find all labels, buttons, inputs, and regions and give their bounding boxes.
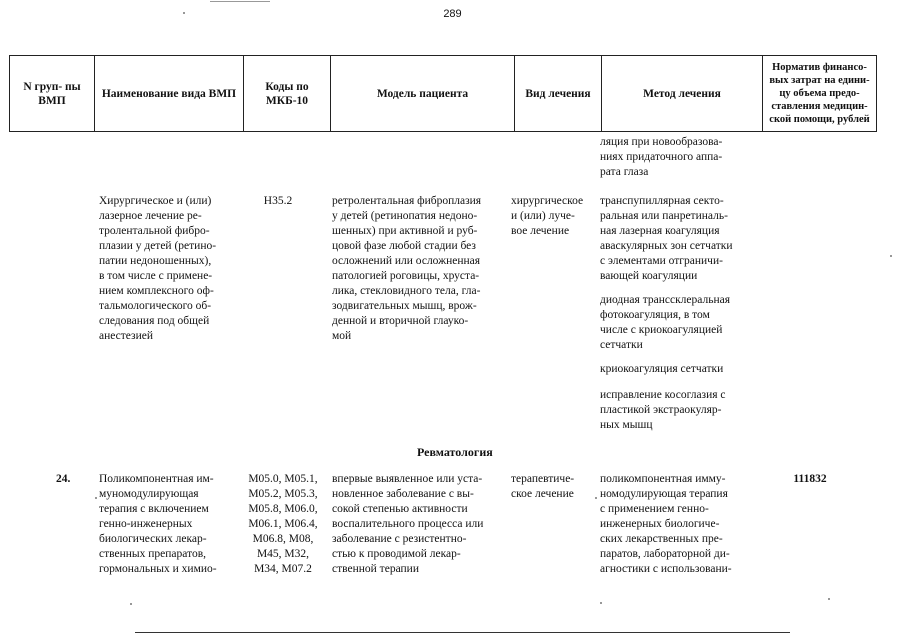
scan-speck bbox=[95, 497, 97, 499]
rop-method-2: диодная транссклеральная фотокоагуляция, в том числе с криокоагуляцией сетчатки bbox=[600, 294, 730, 351]
header-patient-model: Модель пациента bbox=[376, 87, 469, 100]
row-24-patient-model: впервые выявленное или уста- новленное заболевание с вы- сокой степенью активности воспалительного процесса или заболевание с резистентно- стью к проводимой лекар- ственной терапии bbox=[332, 473, 484, 575]
section-title: Ревматология bbox=[417, 445, 493, 459]
row-24-number: 24. bbox=[56, 473, 71, 485]
header-treatment-type: Вид лечения bbox=[525, 87, 591, 100]
row-24-icd-codes: M05.0, M05.1, M05.2, M05.3, M05.8, M06.0, M06.1, M06.4, M06.8, M08, M45, M32, M34, M07.2 bbox=[248, 473, 318, 575]
row-24-treatment-type: терапевтиче- ское лечение bbox=[511, 473, 575, 500]
rop-patient-model: ретролентальная фиброплазия у детей (ретинопатия недоно- шенных) при активной и руб- цовой фазе любой стадии без осложнений или осложненная патологией роговицы, хруста- лика, стекловидного тела, гла- зодвигательных мышц, врож- денной и вторичной глауко- мой bbox=[332, 195, 482, 342]
header-treatment-method: Метод лечения bbox=[643, 87, 721, 100]
header-group-no: N груп- пы ВМП bbox=[23, 80, 81, 107]
scan-speck bbox=[890, 255, 892, 257]
rop-method-1: транспупиллярная секто- ральная или панретиналь- ная лазерная коагуляция аваскулярных зон сетчатки с элементами отграничи- вающей коагуляции bbox=[600, 195, 733, 282]
footer-rule bbox=[135, 632, 790, 633]
rop-method-4: исправление косоглазия с пластикой экстраокуляр- ных мышц bbox=[600, 389, 726, 431]
header-cost-norm: Норматив финансо- вых затрат на едини- цу объема предо- ставления медицин- ской помощи, рублей bbox=[769, 62, 870, 125]
table-header bbox=[9, 55, 877, 132]
row-24-method: поликомпонентная имму- номодулирующая терапия с применением генно- инженерных биологиче- ских лекарственных пре- паратов, лабораторной ди- агностики с использовани- bbox=[600, 473, 732, 575]
row-24-cost: 111832 bbox=[793, 473, 827, 485]
scan-speck bbox=[595, 497, 597, 499]
scan-speck bbox=[183, 12, 185, 14]
header-vmp-name: Наименование вида ВМП bbox=[101, 87, 237, 100]
rop-vmp-name: Хирургическое и (или) лазерное лечение ре- тролентальной фибро- плазии у детей (ретино- патии недоношенных), в том числе с примене- нием комплексного оф- тальмологического об- следования под общей анестезией bbox=[99, 195, 217, 342]
scan-speck bbox=[600, 602, 602, 604]
scan-speck bbox=[828, 598, 830, 600]
header-icd-codes: Коды по МКБ-10 bbox=[265, 80, 309, 107]
rop-treatment-type: хирургическое и (или) луче- вое лечение bbox=[511, 195, 584, 237]
rop-icd-codes: H35.2 bbox=[263, 195, 293, 207]
continuation-method: ляция при новообразова- ниях придаточного аппа- рата глаза bbox=[600, 136, 723, 178]
rop-method-3: криокоагуляция сетчатки bbox=[600, 363, 724, 375]
row-24-vmp-name: Поликомпонентная им- муномодулирующая терапия с включением генно-инженерных биологических лекар- ственных препаратов, гормональных и химио- bbox=[99, 473, 217, 575]
scan-speck bbox=[130, 603, 132, 605]
page-number: 289 bbox=[443, 8, 462, 20]
scan-artifact-line bbox=[210, 1, 270, 2]
